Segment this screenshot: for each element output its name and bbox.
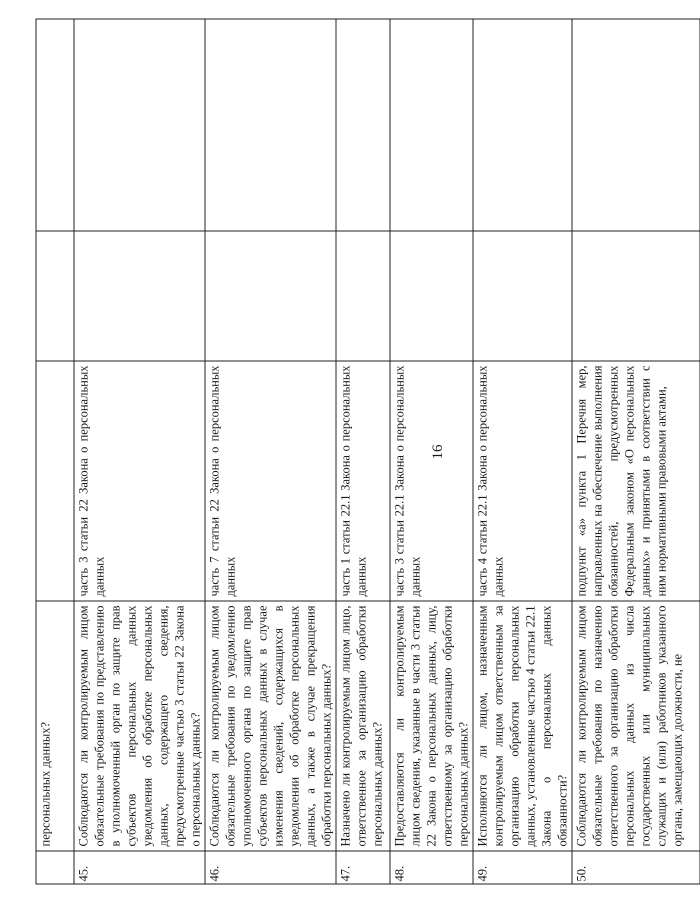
table-row <box>572 19 700 884</box>
ref-cell: часть 1 статьи 22.1 Закона о персональных данных <box>336 361 390 601</box>
note-cell <box>390 19 473 231</box>
question-cell: Назначено ли контролируемым лицом лицо, ответственное за организацию обработки персональных данных? <box>336 601 390 851</box>
checklist-table-rotated <box>35 20 684 885</box>
num-cell: 46. <box>205 851 336 884</box>
answer-cell <box>36 231 74 361</box>
ref-cell: часть 3 статьи 22.1 Закона о персональных данных <box>390 361 473 601</box>
question-cell: Предоставляются ли контролируемым лицом сведения, указанные в части 3 статьи 22 Закона о персональных данных, лицу, ответственному за организацию обработки персональных данных? <box>390 601 473 851</box>
ref-cell: подпункт «а» пункта 1 Перечня мер, направленных на обеспечение выполнения обязанностей, предусмотренных Федеральным законом «О персональных данных» и принятыми в соответствии с ним нормативными правовыми актами, <box>572 361 700 601</box>
question-cell: Исполняются ли лицом, назначенным контролируемым лицом ответственным за организацию обработки персональных данных, установленные частью 4 статьи 22.1 Закона о персональных данных обязанности? <box>473 601 572 851</box>
num-cell: 50. <box>572 851 700 884</box>
table-row <box>74 19 205 884</box>
num-cell: 47. <box>336 851 390 884</box>
ref-cell: часть 3 статьи 22 Закона о персональных данных <box>74 361 205 601</box>
question-cell: Соблюдаются ли контролируемым лицом обязательные требования по уведомлению уполномоченного органа по защите прав субъектов персональных данных в случае изменения сведений, содержащихся в уведомлении об обработке персональных данных, а также в случае прекращения обработки персональных данных? <box>205 601 336 851</box>
answer-cell <box>473 231 572 361</box>
num-cell <box>36 851 74 884</box>
note-cell <box>572 19 700 231</box>
ref-cell: часть 7 статьи 22 Закона о персональных данных <box>205 361 336 601</box>
note-cell <box>36 19 74 231</box>
answer-cell <box>74 231 205 361</box>
page-number: 16 <box>430 444 446 460</box>
question-cell: Соблюдаются ли контролируемым лицом обязательные требования по назначению ответственного за организацию обработки персональных данных из числа государственных или муниципальных служащих и (или) работников указанного органа, замещающих должности, не <box>572 601 700 851</box>
answer-cell <box>336 231 390 361</box>
note-cell <box>473 19 572 231</box>
num-cell: 48. <box>390 851 473 884</box>
note-cell <box>336 19 390 231</box>
note-cell <box>205 19 336 231</box>
question-cell: Соблюдаются ли контролируемым лицом обязательные требования по представлению в уполномоченный орган по защите прав субъектов персональных данных уведомления об обработке персональных данных, содержащего сведения, предусмотренные частью 3 статьи 22 Закона о персональных данных? <box>74 601 205 851</box>
table-row <box>336 19 390 884</box>
note-cell <box>74 19 205 231</box>
num-cell: 45. <box>74 851 205 884</box>
table-row <box>205 19 336 884</box>
answer-cell <box>205 231 336 361</box>
ref-cell: часть 4 статьи 22.1 Закона о персональных данных <box>473 361 572 601</box>
answer-cell <box>390 231 473 361</box>
checklist-table <box>35 19 700 885</box>
table-row <box>473 19 572 884</box>
ref-cell <box>36 361 74 601</box>
table-row <box>390 19 473 884</box>
num-cell: 49. <box>473 851 572 884</box>
question-cell: персональных данных? <box>36 601 74 851</box>
answer-cell <box>572 231 700 361</box>
table-row <box>36 19 74 884</box>
